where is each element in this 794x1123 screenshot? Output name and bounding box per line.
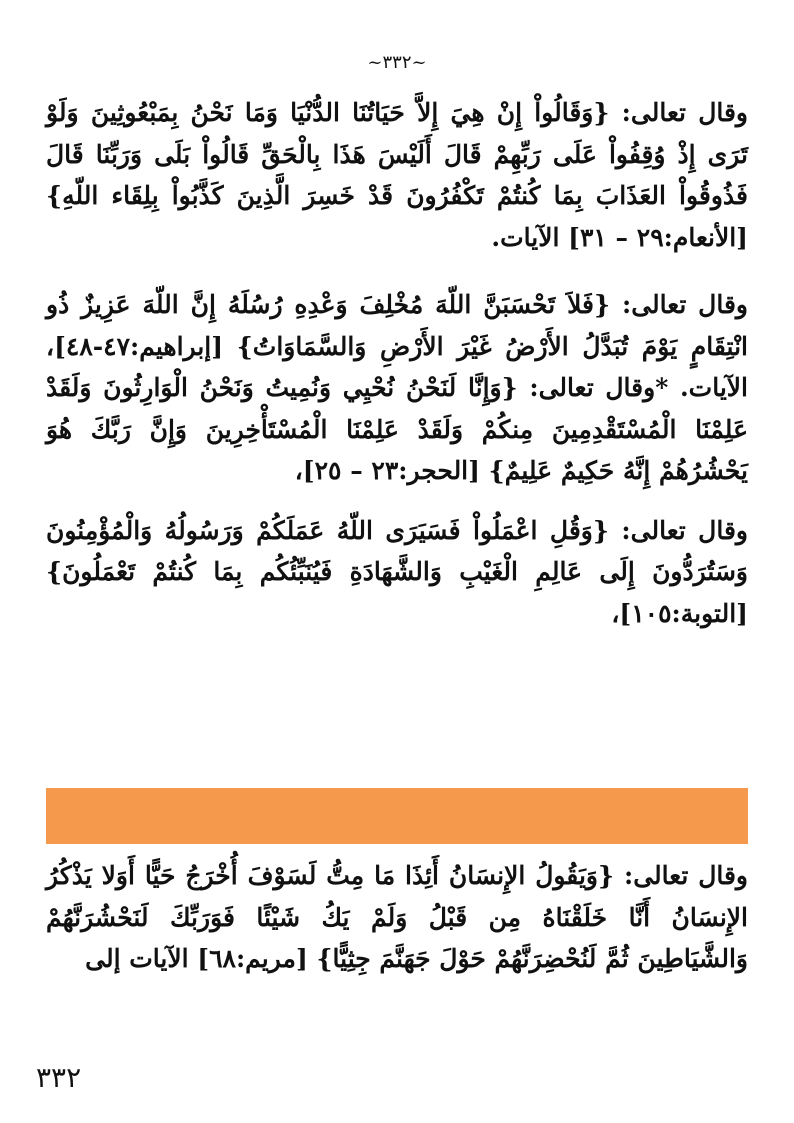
paragraph-tawbah: وقال تعالى: {وَقُلِ اعْمَلُواْ فَسَيَرَى اللّهُ عَمَلَكُمْ وَرَسُولُهُ وَالْمُؤْمِنُونَ وَسَتُرَدُّونَ إِلَى عَالِمِ الْغَيْبِ وَالشَّهَادَةِ فَيُنَبِّئُكُم بِمَا كُنتُمْ تَعْمَلُونَ} [التوبة:١٠٥]، — [46, 515, 748, 628]
paragraph-anam: وقال تعالى: {وَقَالُواْ إِنْ هِيَ إِلاَّ حَيَاتُنَا الدُّنْيَا وَمَا نَحْنُ بِمَبْعُوثِينَ وَلَوْ تَرَى إِذْ وُقِفُواْ عَلَى رَبِّهِمْ قَالَ أَلَيْسَ هَذَا بِالْحَقِّ قَالُواْ بَلَى وَرَبِّنَا قَالَ فَذُوقُواْ العَذَابَ بِمَا كُنتُمْ تَكْفُرُونَ قَدْ خَسِرَ الَّذِينَ كَذَّبُواْ بِلِقَاء اللّهِ} [الأنعام:٢٩ – ٣١] الآيات. — [46, 98, 748, 252]
lower-text — [46, 855, 748, 980]
page-number: ٣٣٢ — [36, 1061, 82, 1094]
paragraph-maryam: وقال تعالى: {وَيَقُولُ الإِنسَانُ أَئِذَا مَا مِتُّ لَسَوْفَ أُخْرَجُ حَيًّا أَوَلا يَذْكُرُ الإِنسَانُ أَنَّا خَلَقْنَاهُ مِن قَبْلُ وَلَمْ يَكُ شَيْئًا فَوَرَبِّكَ لَنَحْشُرَنَّهُمْ وَالشَّيَاطِينَ ثُمَّ لَنُحْضِرَنَّهُمْ حَوْلَ جَهَنَّمَ جِثِيًّا} [مريم:٦٨] الآيات إلى — [46, 861, 748, 973]
main-text — [46, 92, 748, 634]
paragraph-ibrahim-hijr: وقال تعالى: {فَلاَ تَحْسَبَنَّ اللّهَ مُخْلِفَ وَعْدِهِ رُسُلَهُ إِنَّ اللّهَ عَزِيزٌ ذُو انْتِقَامٍ يَوْمَ تُبَدَّلُ الأَرْضُ غَيْرَ الأَرْضِ وَالسَّمَاوَاتُ} [إبراهيم:٤٧-٤٨]، الآيات. *وقال تعالى: {وَإِنَّا لَنَحْنُ نُحْيِي وَنُمِيتُ وَنَحْنُ الْوَارِثُونَ وَلَقَدْ عَلِمْنَا الْمُسْتَقْدِمِينَ مِنكُمْ وَلَقَدْ عَلِمْنَا الْمُسْتَأْخِرِينَ وَإِنَّ رَبَّكَ هُوَ يَحْشُرُهُمْ إِنَّهُ حَكِيمٌ عَلِيمٌ} [الحجر:٢٣ – ٢٥]، — [46, 290, 748, 485]
page-marker: ~٣٣٢~ — [367, 52, 427, 73]
section-divider-bar — [46, 788, 748, 844]
